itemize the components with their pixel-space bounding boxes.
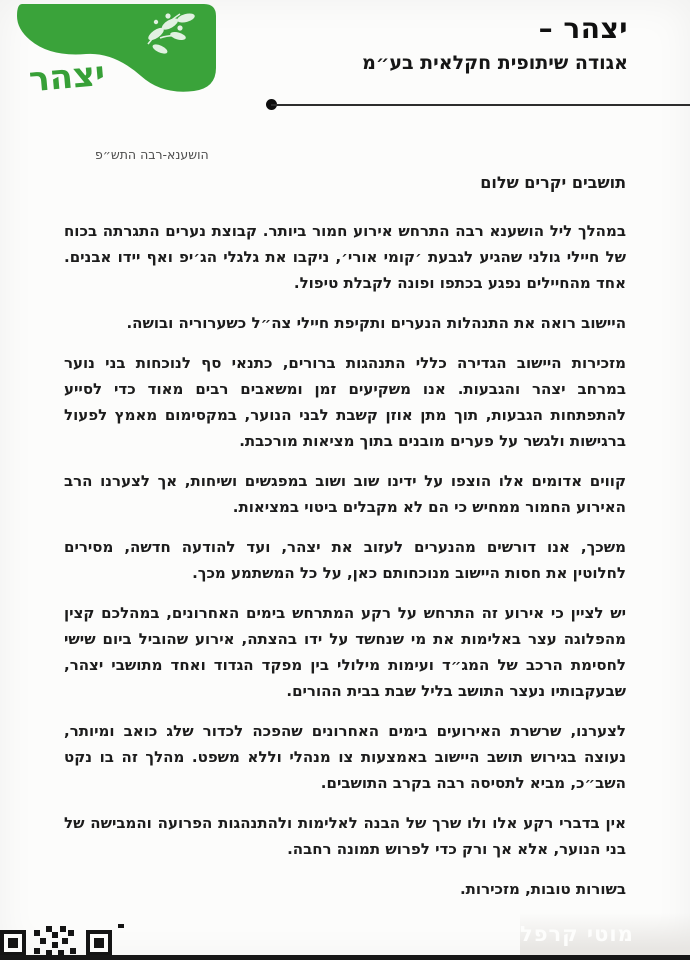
- org-subtitle: אגודה שיתופית חקלאית בע״מ: [362, 52, 628, 74]
- watermark-text: מוטי קרפל: [520, 913, 690, 955]
- header-rule: [271, 104, 690, 106]
- logo-wordmark: יצהר: [27, 53, 107, 101]
- letter-paragraph: אין בדברי רקע אלו ולו שרך של הבנה לאלימות ולהתנהגות הפרועה והמבישה של בני הנוער, אלא אך ורק כדי לפרוש תמונה רחבה.: [64, 814, 626, 858]
- yitzhar-logo: [10, 4, 216, 104]
- letter-paragraph: מזכירות היישוב הגדירה כללי התנהגות ברורים, כתנאי סף לנוכחות בני נוער במרחב יצהר והגבעות. אנו משקיעים זמן ומשאבים רבים מאוד כדי לסייע להתפתחות הגבעות, תוך מתן אוזן קשבת לבני הנוער, במקסימום מאמץ לפעול ברגישות ולגשר על פערים מובנים בתוך מציאות מורכבת.: [64, 354, 626, 450]
- letter-paragraph: משכך, אנו דורשים מהנערים לעזוב את יצהר, ועד להודעה חדשה, מסירים לחלוטין את חסות היישוב מנוכחותם כאן, על כל המשתמע מכך.: [64, 538, 626, 582]
- letter-greeting: תושבים יקרים שלום: [480, 173, 626, 192]
- letter-paragraph: לצערנו, שרשרת האירועים בימים האחרונים שהפכה לכדור שלג כואב ומיותר, נעוצה בגירוש תושב היישוב באמצעות צו מנהלי וללא משפט. מהלך זה בו נקט השב״כ, מביא לתסיסה רבה בקרב התושבים.: [64, 722, 626, 792]
- qr-code-icon: [0, 924, 124, 956]
- scan-bottom-edge: [0, 955, 690, 960]
- letter-body: [64, 170, 626, 917]
- letter-paragraph: יש לציין כי אירוע זה התרחש על רקע המתרחש בימים האחרונים, במהלכם קצין מהפלוגה עצר באלימות את מי שנחשד על ידו בהצתה, אירוע שהוביל ביום שישי לחסימת הרכב של המג״ד ועימות מילולי בין מפקד הגדוד ואחד מתושבי יצהר, שבעקבותיו נעצר התושב בליל שבת בבית ההורים.: [64, 604, 626, 700]
- letter-paragraph: היישוב רואה את התנהלות הנערים ותקיפת חיילי צה״ל כשערוריה ובושה.: [126, 314, 626, 332]
- org-title: יצהר –: [538, 12, 628, 45]
- letter-closing: בשורות טובות, מזכירות.: [459, 880, 626, 898]
- letter-paragraph: קווים אדומים אלו הוצפו על ידינו שוב ושוב במפגשים ושיחות, אך לצערנו הרב האירוע החמור ממחיש כי הם לא מקבלים ביטוי במציאות.: [64, 472, 626, 516]
- letter-paragraph: במהלך ליל הושענא רבה התרחש אירוע חמור ביותר. קבוצת נערים התגרתה בכוח של חיילי גולני שהגיע לגבעת ׳קומי אורי׳, ניקבו את גלגלי הג׳יפ ואף יידו אבנים. אחד מהחיילים נפגע בכתפו ופונה לקבלת טיפול.: [64, 222, 626, 292]
- letterhead: [362, 12, 628, 74]
- letter-date: הושענא-רבה התש״פ: [95, 147, 209, 162]
